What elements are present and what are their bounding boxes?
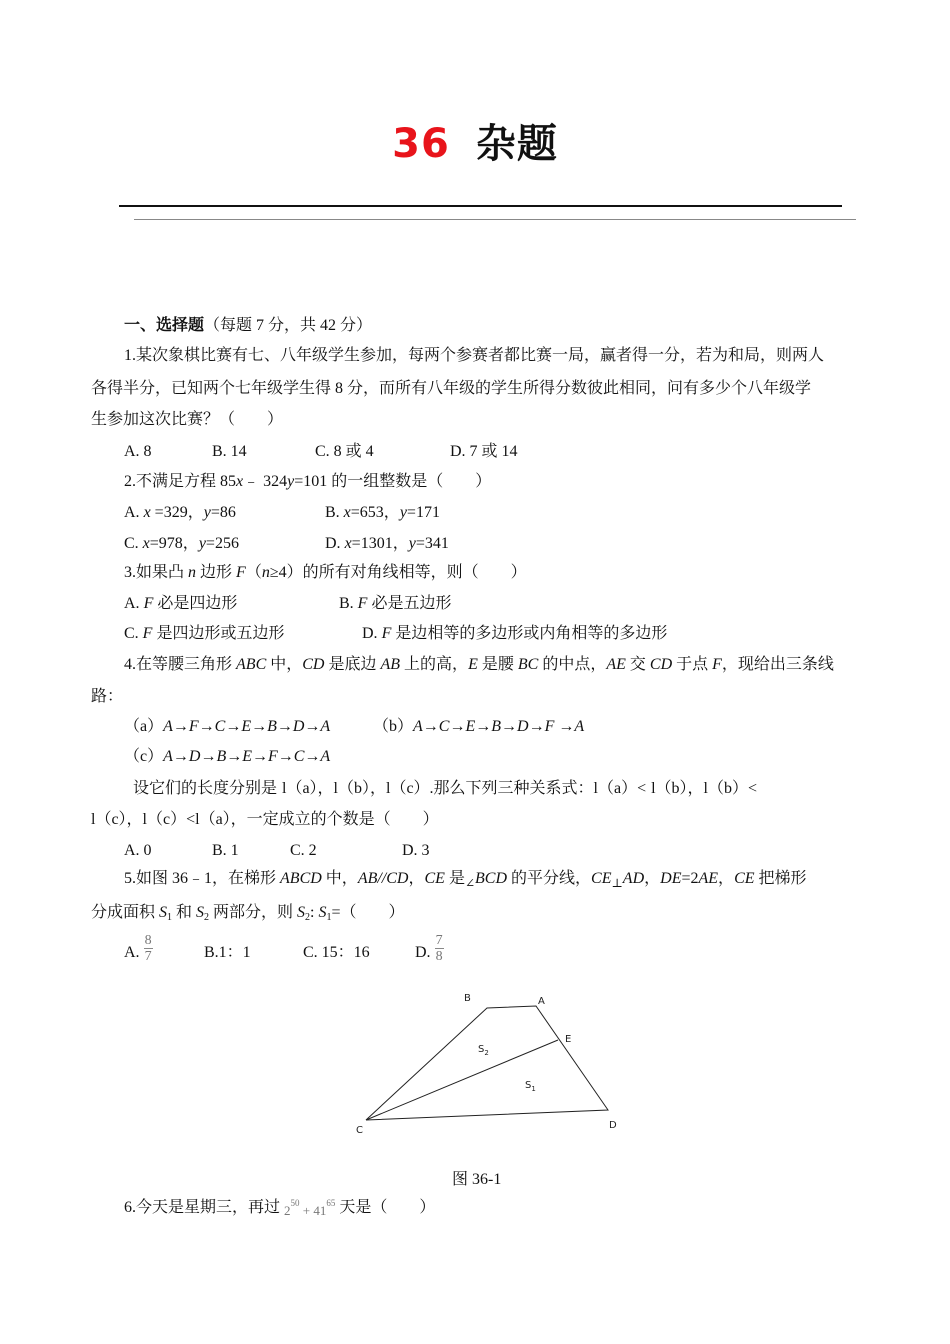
title-rule-thick [119,205,842,207]
q1-line2: 各得半分，已知两个七年级学生得 8 分，而所有八年级的学生所得分数彼此相同，问有多少个八年级学 [91,380,812,397]
chapter-number: 36 [392,121,450,167]
q2-option-a: A. x =329，y=86 [124,504,236,521]
q1-option-d: D. 7 或 14 [450,443,518,460]
q5-option-b: B.1：1 [204,944,251,961]
q4-option-a: A. 0 [124,842,152,859]
q4-path-c: （c）A→D→B→E→F→C→A [124,748,331,765]
q4-option-b: B. 1 [212,842,239,859]
trapezoid-figure [340,990,640,1140]
label-s2: $S_2$ [478,1044,489,1057]
label-e: E [565,1034,572,1045]
q5-option-c: C. 15：16 [303,944,370,961]
q5-stem-line2: 分成面积 $S_1$ 和 $S_2$ 两部分，则 $S_2$: $S_1=$（ ） [91,904,405,923]
q1-option-c: C. 8 或 4 [315,443,374,460]
q4-option-c: C. 2 [290,842,317,859]
label-s1: $S_1$ [525,1080,536,1093]
q4-option-d: D. 3 [402,842,430,859]
q1-option-b: B. 14 [212,443,247,460]
q1-line1: 1.某次象棋比赛有七、八年级学生参加，每两个参赛者都比赛一局，赢者得一分，若为和局，则两人 [124,347,825,364]
q4-path-a: （a）A→F→C→E→B→D→A [124,718,331,735]
q4-stem-line1: 4.在等腰三角形 ABC 中，CD 是底边 AB 上的高，E 是腰 BC 的中点，AE 交 CD 于点 F，现给出三条线 [124,656,834,673]
trapezoid-outline [366,1006,608,1120]
q5-option-d: D. $\frac{7}{8}$ [415,933,443,964]
label-c: C [356,1125,363,1136]
q4-relation-line1: 设它们的长度分别是 l（a），l（b），l（c）.那么下列三种关系式：l（a）< l（b），l（b）< [133,780,758,797]
q3-option-c: C. F 是四边形或五边形 [124,625,285,642]
label-b: B [464,993,471,1004]
q2-option-b: B. x=653，y=171 [325,504,440,521]
q3-option-d: D. F 是边相等的多边形或内角相等的多边形 [362,625,668,642]
title-rule-thin [134,219,856,220]
q5-option-a: A. $\frac{8}{7}$ [124,933,152,964]
figure-caption: 图 36-1 [452,1171,502,1188]
q3-stem: 3.如果凸 n 边形 F（n≥4）的所有对角线相等，则（ ） [124,564,527,581]
q1-option-a: A. 8 [124,443,152,460]
q4-stem-line2: 路： [91,688,124,705]
chapter-title: 杂题 [475,121,558,167]
label-a: A [538,996,545,1007]
q3-option-b: B. F 必是五边形 [339,595,452,612]
section-heading: 一、选择题（每题 7 分，共 42 分） [124,317,373,334]
q2-option-c: C. x=978，y=256 [124,535,239,552]
q6-stem: 6.今天是星期三，再过 $2^{50} + 41^{65}$ 天是（ ） [124,1198,436,1218]
label-d: D [609,1120,617,1131]
q4-relation-line2: l（c），l（c）<l（a），一定成立的个数是（ ） [91,811,439,828]
q2-stem: 2.不满足方程 85x﹣ 324y=101 的一组整数是（ ） [124,473,492,490]
q1-line3: 生参加这次比赛？（ ） [91,411,284,428]
q5-stem-line1: 5.如图 36﹣1，在梯形 ABCD 中，AB//CD，CE 是$_\angle$BCD 的平分线，$CE_\perp AD$，DE=2AE，CE 把梯形 [124,870,807,890]
q2-option-d: D. x=1301，y=341 [325,535,449,552]
page-title [0,112,950,169]
q4-path-b: （b）A→C→E→B→D→F →A [373,718,585,735]
q3-option-a: A. F 必是四边形 [124,595,238,612]
